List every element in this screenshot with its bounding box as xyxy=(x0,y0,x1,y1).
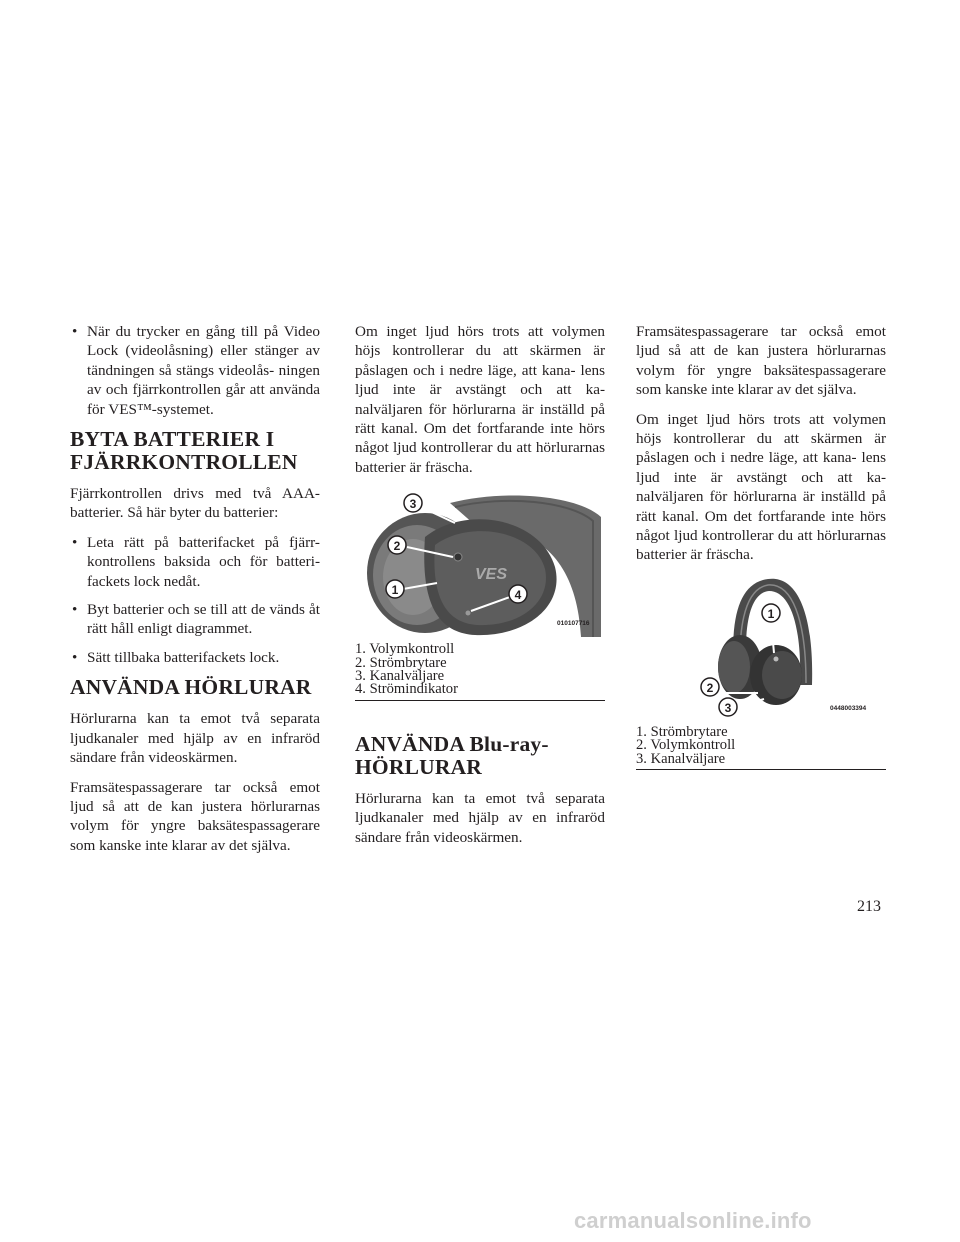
paragraph-bluray: Hörlurarna kan ta emot två separata ljudkanaler med hjälp av en infraröd sändare från videoskärmen. xyxy=(355,789,605,846)
bullet-list-video-lock xyxy=(70,322,320,419)
watermark: carmanualsonline.info xyxy=(574,1208,812,1233)
svg-text:2: 2 xyxy=(706,680,714,695)
column-3 xyxy=(636,322,886,770)
bluray-headphones-illustration xyxy=(636,575,886,720)
bullet-list-battery-steps xyxy=(70,533,320,667)
svg-text:VES: VES xyxy=(475,566,508,584)
list-item: • Sätt tillbaka batterifackets lock. xyxy=(70,648,320,667)
svg-text:1: 1 xyxy=(391,583,399,598)
list-item: • Byt batterier och se till att de vänds åt rätt håll enligt diagrammet. xyxy=(70,600,320,639)
paragraph-no-sound: Om inget ljud hörs trots att volymen höjs kontrollerar du att skärmen är påslagen och i nedre läge, att kana- lens ljud inte är avstängt och att ka- nalväljaren för hörlurarna är inställd på rätt kanal. Om det fortfarande inte hörs något ljud kontrollerar du att hörlurarnas batterier är fräscha. xyxy=(355,323,605,476)
list-item: • När du trycker en gång till på Video Lock (videolåsning) eller stänger av tändningen så stängs videolås- ningen av och fjärrkontrollen går att använda för VES™-systemet. xyxy=(70,322,320,419)
caption-item: 1. Strömbrytare xyxy=(636,723,728,740)
caption-item: 3. Kanalväljare xyxy=(355,668,445,685)
caption-item: 3. Kanalväljare xyxy=(636,750,726,767)
figure-caption-list xyxy=(355,643,605,701)
figure-code: 0448003394 xyxy=(830,704,867,712)
heading-anvanda-bluray: ANVÄNDA Blu-ray- HÖRLURAR xyxy=(355,731,549,779)
caption-item: 1. Volymkontroll xyxy=(355,641,455,658)
heading-byta-batterier: BYTA BATTERIER I FJÄRRKONTROLLEN xyxy=(70,427,298,475)
callout-4 xyxy=(509,585,527,603)
callout-1 xyxy=(386,580,404,598)
column-2 xyxy=(355,322,605,857)
ves-headphones-illustration xyxy=(355,487,605,637)
figure-code: 010107716 xyxy=(557,620,590,628)
paragraph-batteries-intro: Fjärrkontrollen drivs med två AAA- batterier. Så här byter du batterier: xyxy=(70,485,320,522)
callout-3 xyxy=(719,698,737,716)
svg-text:1: 1 xyxy=(767,606,775,621)
svg-text:3: 3 xyxy=(409,497,417,512)
caption-item: 2. Volymkontroll xyxy=(636,737,736,754)
svg-text:2: 2 xyxy=(393,539,401,554)
callout-2 xyxy=(701,678,719,696)
callout-2 xyxy=(388,536,406,554)
column-1 xyxy=(70,322,320,865)
figure-caption-list xyxy=(636,723,886,770)
caption-item: 2. Strömbrytare xyxy=(355,654,447,671)
callout-1 xyxy=(762,604,780,622)
paragraph-front-passenger: Framsätespassagerare tar också emot ljud så att de kan justera hörlurarnas volym för yngre baksätespassagerare som kanske inte klarar av det själva. xyxy=(636,323,886,399)
page-number: 213 xyxy=(857,898,881,915)
list-item: • Leta rätt på batterifacket på fjärr- kontrollens baksida och för batteri- fackets lock nedåt. xyxy=(70,533,320,591)
callout-3 xyxy=(404,494,422,512)
heading-anvanda-horlurar: ANVÄNDA HÖRLURAR xyxy=(70,675,312,700)
figure-ves-headphones xyxy=(355,487,605,637)
caption-item: 4. Strömindikator xyxy=(355,681,458,698)
figure-bluray-headphones xyxy=(636,575,886,720)
paragraph-no-sound-2: Om inget ljud hörs trots att volymen höjs kontrollerar du att skärmen är påslagen och i nedre läge, att kana- lens ljud inte är avstängt och att ka- nalväljaren för hörlurarna är inställd på rätt kanal. Om det fortfarande inte hörs något ljud kontrollerar du att hörlurarnas batterier är fräscha. xyxy=(636,410,886,564)
paragraph-headphones-2: Framsätespassagerare tar också emot ljud så att de kan justera hörlurarnas volym för yngre baksätespassagerare som kanske inte klarar av det själva. xyxy=(70,778,320,854)
svg-text:3: 3 xyxy=(724,700,732,715)
paragraph-headphones-1: Hörlurarna kan ta emot två separata ljudkanaler med hjälp av en infraröd sändare från videoskärmen. xyxy=(70,710,320,767)
svg-text:4: 4 xyxy=(514,588,522,603)
